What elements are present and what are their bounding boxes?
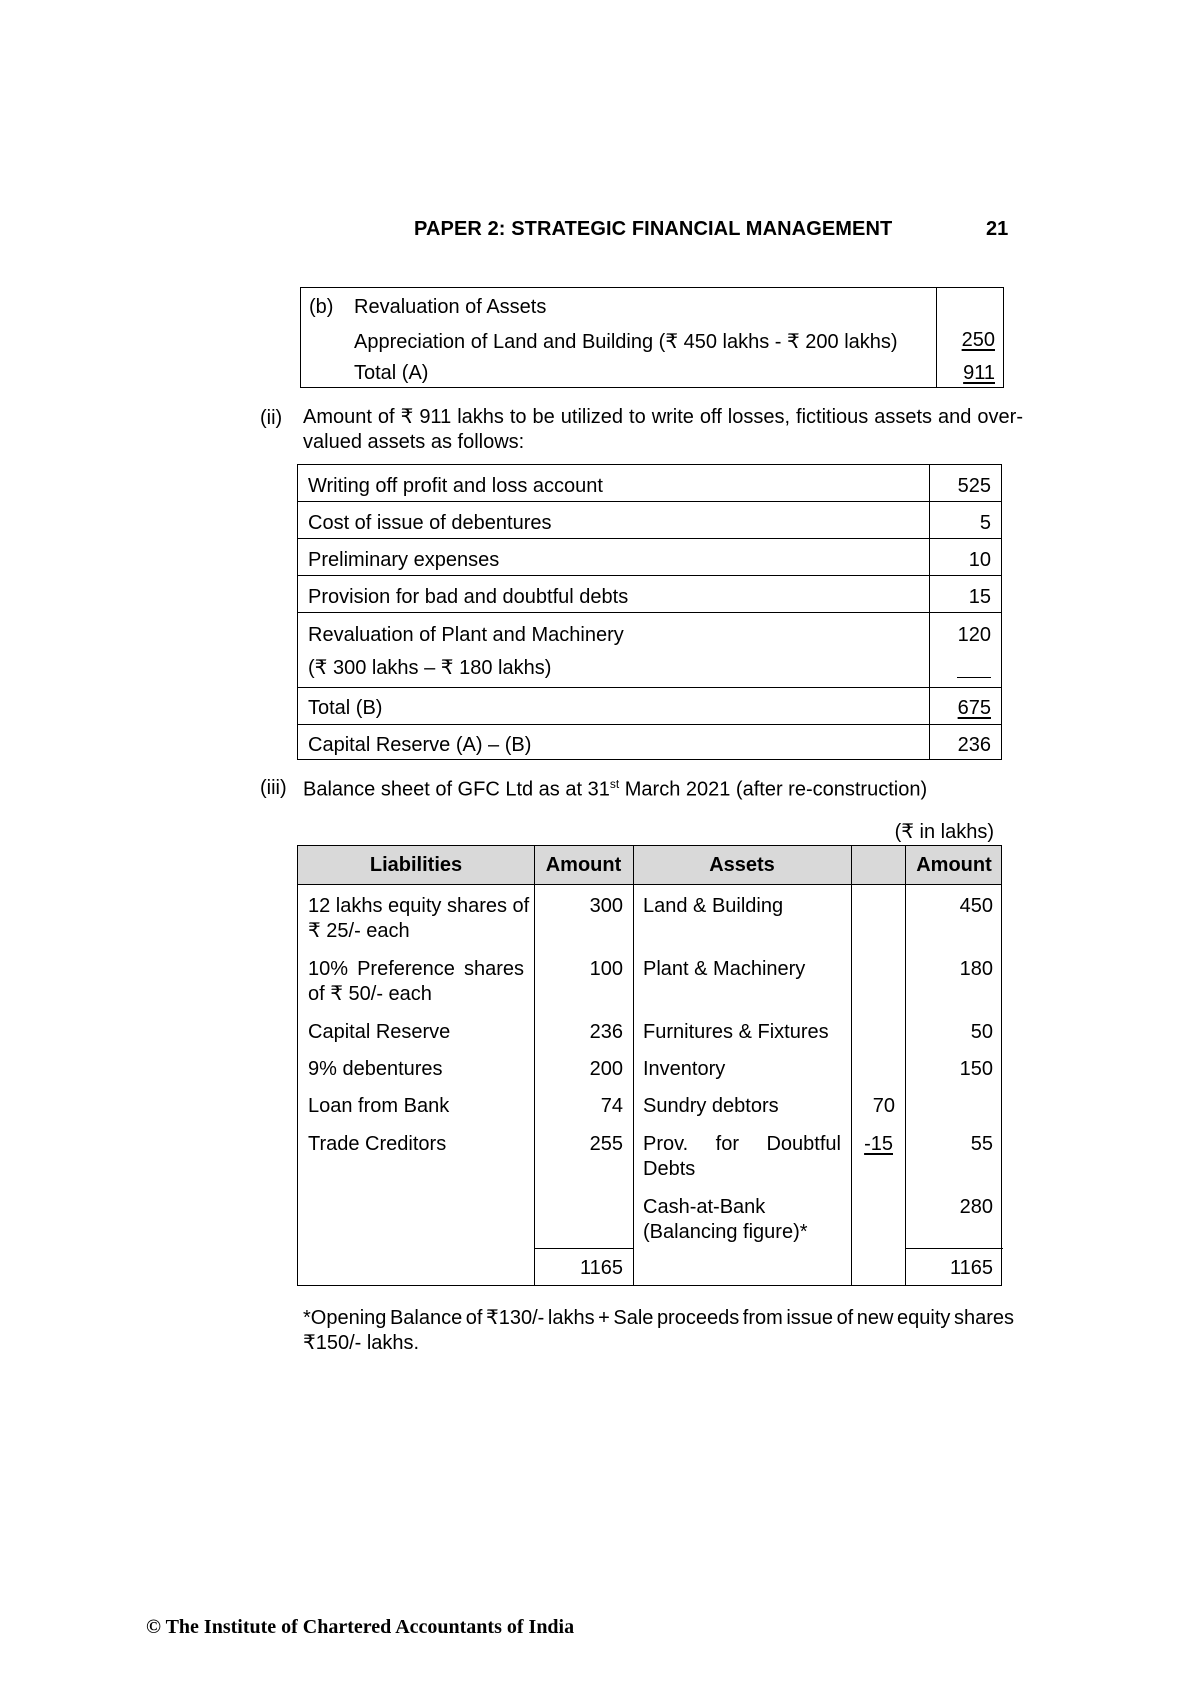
- word: and: [938, 406, 972, 428]
- liability-line: 12 lakhs equity shares of: [308, 895, 530, 917]
- word: write: [651, 406, 694, 428]
- liability-amount: 255: [589, 1133, 623, 1155]
- word: lakhs: [457, 406, 504, 428]
- asset-item: [643, 1195, 808, 1245]
- asset-amount: 50: [970, 1021, 993, 1043]
- balance-sheet-table: [297, 845, 1002, 1286]
- page-header-title: PAPER 2: STRATEGIC FINANCIAL MANAGEMENT: [414, 218, 893, 240]
- row-divider: [298, 575, 1001, 576]
- asset-item: Land & Building: [643, 895, 784, 917]
- word: to: [629, 406, 646, 428]
- row-divider: [298, 724, 1001, 725]
- total-label: Total (B): [308, 697, 383, 719]
- liability-item: [308, 894, 530, 944]
- word: shares: [463, 958, 524, 980]
- asset-item: Plant & Machinery: [643, 958, 806, 980]
- asset-sub-amount: -15: [864, 1133, 893, 1155]
- word: issue: [786, 1307, 834, 1329]
- word: be: [532, 406, 555, 428]
- item-marker-iii: (iii): [260, 777, 287, 799]
- paragraph-ii: [303, 405, 1023, 455]
- word: ₹130/-: [486, 1307, 545, 1329]
- word: Amount: [303, 406, 372, 428]
- total-label: Total (A): [354, 362, 429, 384]
- liability-amount: 100: [589, 958, 623, 980]
- word: of: [377, 406, 395, 428]
- word: of: [465, 1307, 483, 1329]
- caption-text: March 2021 (after re-construction): [619, 778, 928, 801]
- asset-line: [643, 1132, 841, 1157]
- word: losses,: [727, 406, 791, 428]
- row-value: 5: [979, 512, 991, 534]
- word: of: [836, 1307, 854, 1329]
- footnote-line: ₹150/- lakhs.: [303, 1332, 420, 1354]
- liability-amount: 236: [589, 1021, 623, 1043]
- word: new: [856, 1307, 894, 1329]
- word: +: [598, 1307, 610, 1329]
- capital-reserve-label: Capital Reserve (A) – (B): [308, 734, 532, 756]
- header-amount: Amount: [545, 854, 622, 876]
- word: to: [509, 406, 527, 428]
- word: Sale: [613, 1307, 654, 1329]
- asset-amount: 450: [959, 895, 993, 917]
- page-number: 21: [986, 218, 1009, 240]
- word: from: [742, 1307, 783, 1329]
- footer-copyright: © The Institute of Chartered Accountants of India: [146, 1616, 575, 1638]
- word: 10%: [308, 958, 349, 980]
- row-label: Preliminary expenses: [308, 549, 500, 571]
- header-assets: Assets: [709, 854, 775, 876]
- row-divider: [298, 687, 1001, 688]
- revaluation-table: [300, 287, 1004, 388]
- column-divider: [851, 846, 852, 1285]
- footnote-line: [303, 1306, 1014, 1331]
- asset-item: Inventory: [643, 1058, 726, 1080]
- liability-item: Loan from Bank: [308, 1095, 450, 1117]
- capital-reserve-value: 236: [957, 734, 991, 756]
- row-value: 10: [968, 549, 991, 571]
- row-divider: [298, 612, 1001, 613]
- word: Preference: [357, 958, 455, 980]
- liability-item: Trade Creditors: [308, 1133, 447, 1155]
- asset-amount: 280: [959, 1196, 993, 1218]
- asset-item: Furnitures & Fixtures: [643, 1021, 829, 1043]
- total-value: 675: [957, 697, 991, 719]
- row-value: 15: [968, 586, 991, 608]
- liability-amount: 300: [589, 895, 623, 917]
- liability-line: [308, 957, 524, 982]
- liability-item: Capital Reserve: [308, 1021, 451, 1043]
- section-heading: Revaluation of Assets: [354, 296, 547, 318]
- column-divider: [936, 288, 937, 387]
- word: utilized: [560, 406, 624, 428]
- liability-line: of ₹ 50/- each: [308, 983, 432, 1005]
- footnote: [303, 1306, 1014, 1356]
- balance-sheet-caption: [303, 777, 927, 802]
- item-marker-ii: (ii): [260, 407, 283, 429]
- word: for: [715, 1133, 740, 1155]
- liability-amount: 200: [589, 1058, 623, 1080]
- liability-item: [308, 957, 524, 1007]
- liability-line: ₹ 25/- each: [308, 920, 410, 942]
- word: *Opening: [303, 1307, 387, 1329]
- item-marker: (b): [309, 296, 334, 318]
- caption-text: Balance sheet of GFC Ltd as at 31: [303, 778, 610, 801]
- row-label: Revaluation of Plant and Machinery: [308, 624, 624, 646]
- asset-amount: 150: [959, 1058, 993, 1080]
- total-rule: [534, 1248, 633, 1249]
- row-label: Cost of issue of debentures: [308, 512, 552, 534]
- word: Balance: [389, 1307, 463, 1329]
- paragraph-line: [303, 405, 1023, 430]
- word: off: [699, 406, 722, 428]
- caption-superscript: st: [609, 777, 620, 791]
- row-value: 250: [961, 329, 995, 351]
- word: Prov.: [643, 1133, 689, 1155]
- liability-item: 9% debentures: [308, 1058, 443, 1080]
- row-label: Provision for bad and doubtful debts: [308, 586, 629, 608]
- asset-item: Sundry debtors: [643, 1095, 779, 1117]
- word: shares: [953, 1307, 1014, 1329]
- asset-sub-amount: 70: [872, 1095, 895, 1117]
- header-amount-assets: Amount: [916, 854, 992, 876]
- total-liabilities: 1165: [579, 1257, 623, 1279]
- asset-line: (Balancing figure)*: [643, 1221, 808, 1243]
- write-off-table: [297, 464, 1002, 760]
- total-assets: 1165: [949, 1257, 993, 1279]
- row-divider: [298, 538, 1001, 539]
- asset-line: Cash-at-Bank: [643, 1196, 766, 1218]
- row-value: 525: [957, 475, 991, 497]
- word: fictitious: [796, 406, 869, 428]
- row-divider: [298, 501, 1001, 502]
- total-rule: [905, 1248, 1003, 1249]
- row-label-continued: (₹ 300 lakhs – ₹ 180 lakhs): [308, 657, 552, 679]
- row-label: Appreciation of Land and Building (₹ 450 lakhs - ₹ 200 lakhs): [354, 331, 898, 353]
- word: lakhs: [547, 1307, 595, 1329]
- word: proceeds: [656, 1307, 740, 1329]
- word: assets: [874, 406, 933, 428]
- total-value: 911: [963, 362, 995, 384]
- word: Doubtful: [766, 1133, 841, 1155]
- paragraph-line: valued assets as follows:: [303, 431, 525, 453]
- asset-item: [643, 1132, 841, 1182]
- word: ₹: [400, 406, 414, 428]
- word: equity: [897, 1307, 951, 1329]
- word: 911: [419, 406, 452, 428]
- row-value: 120: [957, 624, 991, 646]
- row-label: Writing off profit and loss account: [308, 475, 603, 497]
- unit-note: (₹ in lakhs): [894, 821, 994, 843]
- asset-amount: 55: [970, 1133, 993, 1155]
- total-rule: [957, 677, 991, 678]
- header-liabilities: Liabilities: [369, 854, 463, 876]
- asset-line: Debts: [643, 1158, 696, 1180]
- asset-amount: 180: [959, 958, 993, 980]
- liability-amount: 74: [600, 1095, 623, 1117]
- column-divider: [633, 846, 634, 1285]
- word: over-: [977, 406, 1023, 428]
